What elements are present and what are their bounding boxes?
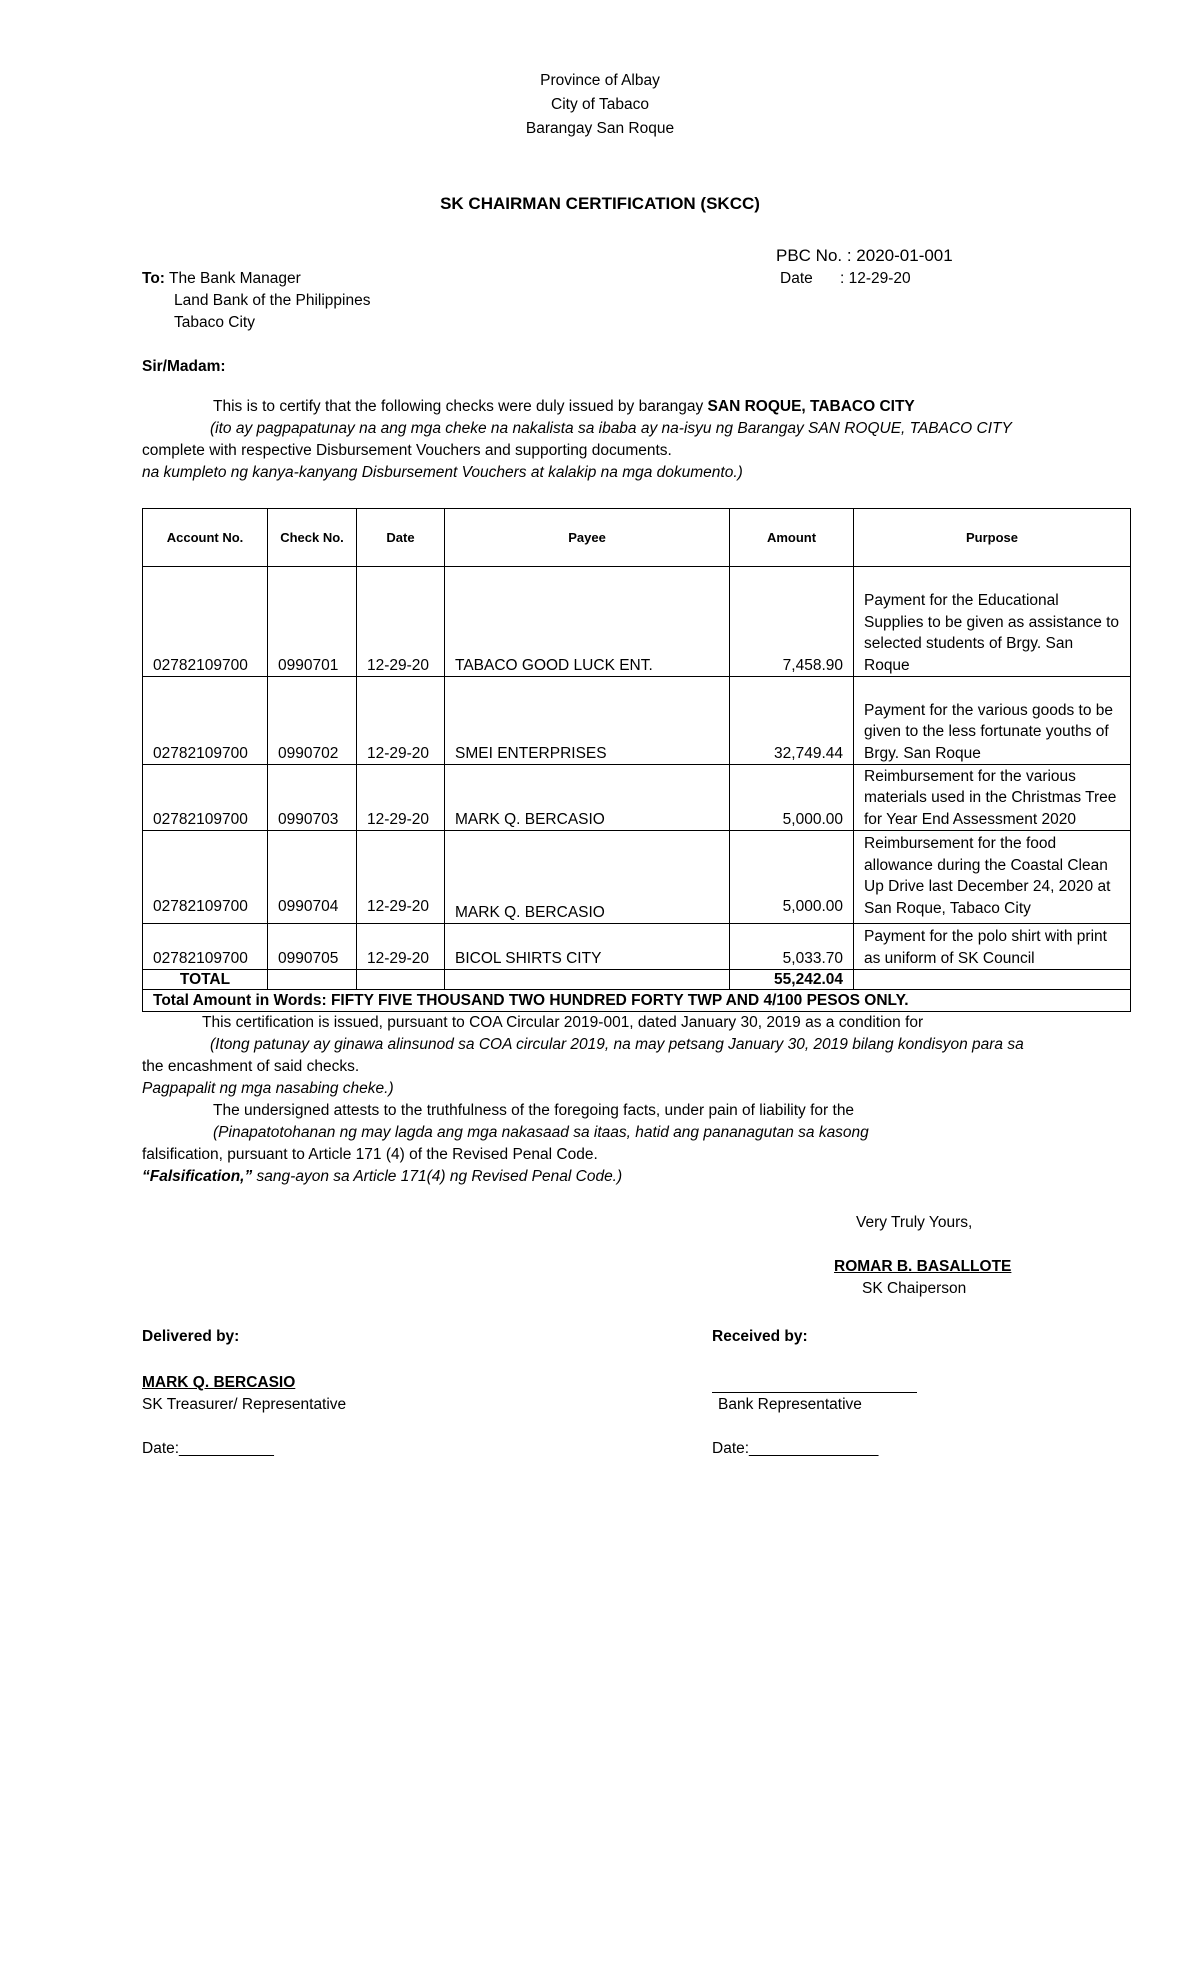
received-date: Date:_______________: [712, 1440, 879, 1457]
p2-line-2: (Pinapatotohanan ng may lagda ang mga nakasaad sa itaas, hatid ang pananagutan sa kasong: [213, 1124, 869, 1141]
cell-account: 02782109700: [143, 831, 268, 924]
falsification-term: “Falsification,”: [142, 1168, 253, 1185]
cell-amount: 5,000.00: [730, 765, 854, 831]
cell-payee: BICOL SHIRTS CITY: [445, 924, 730, 970]
amount-in-words-row: [143, 990, 1131, 1012]
date-label: Date: [780, 270, 813, 287]
cell-date: 12-29-20: [357, 831, 445, 924]
cell-check: 0990704: [268, 831, 357, 924]
checks-table: [142, 508, 1131, 1012]
total-empty: [854, 970, 1131, 990]
intro-line-2: (ito ay pagpapatunay na ang mga cheke na nakalista sa ibaba ay na-isyu ng Barangay SAN ROQUE, TABACO CITY: [210, 420, 1012, 437]
total-empty: [357, 970, 445, 990]
p1-line-4: Pagpapalit ng mga nasabing cheke.): [142, 1080, 394, 1097]
salutation: Sir/Madam:: [142, 358, 226, 375]
cell-account: 02782109700: [143, 567, 268, 677]
cell-amount: 5,000.00: [730, 831, 854, 924]
cell-account: 02782109700: [143, 677, 268, 765]
city-line: City of Tabaco: [551, 96, 649, 113]
p1-line-3: the encashment of said checks.: [142, 1058, 360, 1075]
received-by-position: Bank Representative: [718, 1396, 862, 1413]
cell-amount: 32,749.44: [730, 677, 854, 765]
addressee-line-1: [142, 270, 301, 288]
total-label: TOTAL: [143, 970, 268, 990]
p2-line-1: The undersigned attests to the truthfulness of the foregoing facts, under pain of liability for the: [213, 1102, 855, 1119]
intro-line-1-bold: SAN ROQUE, TABACO CITY: [707, 398, 915, 415]
cell-date: 12-29-20: [357, 765, 445, 831]
intro-line-3: complete with respective Disbursement Vouchers and supporting documents.: [142, 442, 672, 459]
cell-check: 0990703: [268, 765, 357, 831]
signatory-position: SK Chaiperson: [862, 1280, 967, 1297]
delivered-by-position: SK Treasurer/ Representative: [142, 1396, 347, 1413]
delivered-date: Date:___________: [142, 1440, 274, 1457]
cell-amount: 5,033.70: [730, 924, 854, 970]
cell-check: 0990701: [268, 567, 357, 677]
addressee-line-2: Land Bank of the Philippines: [174, 292, 371, 309]
barangay-line: Barangay San Roque: [525, 120, 675, 137]
table-row: [143, 677, 1131, 765]
cell-amount: 7,458.90: [730, 567, 854, 677]
pbc-number: PBC No. : 2020-01-001: [776, 246, 953, 265]
cell-check: 0990705: [268, 924, 357, 970]
table-header-row: [143, 509, 1131, 567]
header-payee: Payee: [445, 509, 730, 567]
cell-date: 12-29-20: [357, 924, 445, 970]
cell-payee: TABACO GOOD LUCK ENT.: [445, 567, 730, 677]
to-label: To:: [142, 270, 165, 287]
document-title: SK CHAIRMAN CERTIFICATION (SKCC): [440, 194, 760, 213]
date-value: : 12-29-20: [840, 270, 911, 287]
addressee-name: The Bank Manager: [168, 270, 301, 287]
cell-payee: SMEI ENTERPRISES: [445, 677, 730, 765]
cell-account: 02782109700: [143, 924, 268, 970]
cell-payee: MARK Q. BERCASIO: [445, 765, 730, 831]
received-signature-line: [712, 1392, 917, 1393]
table-row: [143, 567, 1131, 677]
cell-account: 02782109700: [143, 765, 268, 831]
cell-purpose: Payment for the various goods to be given to the less fortunate youths of Brgy. San Roque: [854, 677, 1131, 765]
cell-date: 12-29-20: [357, 567, 445, 677]
intro-line-1-text: This is to certify that the following checks were duly issued by barangay: [213, 398, 708, 415]
header-check-no: Check No.: [268, 509, 357, 567]
table-row: [143, 765, 1131, 831]
amount-in-words: Total Amount in Words: FIFTY FIVE THOUSAND TWO HUNDRED FORTY TWP AND 4/100 PESOS ONLY.: [143, 990, 1131, 1012]
total-empty: [268, 970, 357, 990]
cell-date: 12-29-20: [357, 677, 445, 765]
addressee-line-3: Tabaco City: [174, 314, 255, 331]
p1-line-1: This certification is issued, pursuant to COA Circular 2019-001, dated January 30, 2019 as a condition for: [202, 1014, 924, 1031]
p2-line-3: falsification, pursuant to Article 171 (4) of the Revised Penal Code.: [142, 1146, 598, 1163]
total-amount: 55,242.04: [730, 970, 854, 990]
cell-purpose: Payment for the polo shirt with print as uniform of SK Council: [854, 924, 1131, 970]
cell-purpose: Reimbursement for the various materials used in the Christmas Tree for Year End Assessment 2020: [854, 765, 1131, 831]
cell-payee: MARK Q. BERCASIO: [445, 831, 730, 924]
header-account-no: Account No.: [143, 509, 268, 567]
header-purpose: Purpose: [854, 509, 1131, 567]
cell-check: 0990702: [268, 677, 357, 765]
p2-line-4-rest: sang-ayon sa Article 171(4) ng Revised Penal Code.): [252, 1168, 623, 1185]
table-row: [143, 924, 1131, 970]
cell-purpose: Reimbursement for the food allowance during the Coastal Clean Up Drive last December 24, 2020 at San Roque, Tabaco City: [854, 831, 1131, 924]
intro-line-1: [213, 398, 915, 416]
intro-line-4: na kumpleto ng kanya-kanyang Disbursement Vouchers at kalakip na mga dokumento.): [142, 464, 743, 481]
header-amount: Amount: [730, 509, 854, 567]
received-by-label: Received by:: [712, 1328, 808, 1345]
total-empty: [445, 970, 730, 990]
total-row: [143, 970, 1131, 990]
delivered-by-label: Delivered by:: [142, 1328, 240, 1345]
province-line: Province of Albay: [540, 72, 660, 89]
table-row: [143, 831, 1131, 924]
header-date: Date: [357, 509, 445, 567]
signatory-name: ROMAR B. BASALLOTE: [834, 1258, 1012, 1275]
delivered-by-name: MARK Q. BERCASIO: [142, 1374, 296, 1391]
p1-line-2: (Itong patunay ay ginawa alinsunod sa COA circular 2019, na may petsang January 30, 2019 bilang kondisyon para sa: [210, 1036, 1024, 1053]
closing: Very Truly Yours,: [856, 1214, 973, 1231]
cell-purpose: Payment for the Educational Supplies to be given as assistance to selected students of Brgy. San Roque: [854, 567, 1131, 677]
p2-line-4: [142, 1168, 622, 1186]
